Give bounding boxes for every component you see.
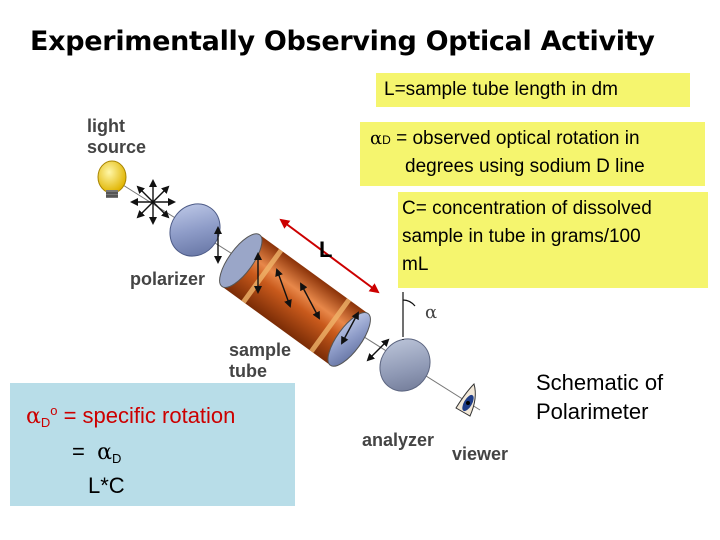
schematic-caption-line-1: Schematic of	[536, 370, 664, 395]
rotation-angle-marker	[403, 292, 415, 340]
schematic-caption-line-2: Polarimeter	[536, 399, 649, 424]
equals-sign: =	[72, 439, 98, 464]
specific-rotation-line-3: L*C	[88, 473, 125, 498]
eye-icon	[456, 384, 476, 416]
specific-alpha-subscript: D	[40, 415, 51, 430]
viewer-label: viewer	[452, 444, 509, 464]
concentration-line-1: C= concentration of dissolved	[402, 198, 652, 219]
concentration-line-2: sample in tube in grams/100	[402, 226, 641, 247]
unpolarized-light-arrows-icon	[132, 181, 174, 223]
polarizer-label: polarizer	[130, 269, 206, 289]
sample-tube-label-2: tube	[229, 361, 267, 381]
light-source-label-2: source	[87, 137, 147, 157]
length-definition-text: L=sample tube length in dm	[384, 79, 618, 100]
tube-length-label: L	[319, 237, 333, 262]
polarizer-disk-icon	[160, 194, 230, 266]
analyzer-disk-icon	[370, 329, 440, 401]
specific-alpha-symbol: α	[26, 404, 41, 429]
page-title: Experimentally Observing Optical Activity	[30, 26, 655, 57]
alpha-angle-label: α	[425, 302, 438, 323]
alpha-subscript: D	[382, 133, 391, 147]
formula-alpha-subscript: D	[111, 451, 122, 466]
observed-rotation-line-2: degrees using sodium D line	[405, 156, 645, 177]
degree-superscript: o	[50, 403, 58, 418]
concentration-line-3: mL	[402, 254, 429, 275]
formula-alpha-symbol: α	[97, 440, 112, 465]
analyzer-label: analyzer	[362, 430, 435, 450]
specific-rotation-text: = specific rotation	[57, 403, 236, 428]
observed-rotation-text: = observed optical rotation in	[390, 128, 640, 149]
light-bulb-icon	[98, 161, 126, 198]
light-source-label-1: light	[87, 116, 125, 136]
schematic-caption	[536, 368, 663, 426]
sample-tube-label-1: sample	[229, 340, 292, 360]
alpha-symbol: α	[370, 128, 383, 149]
